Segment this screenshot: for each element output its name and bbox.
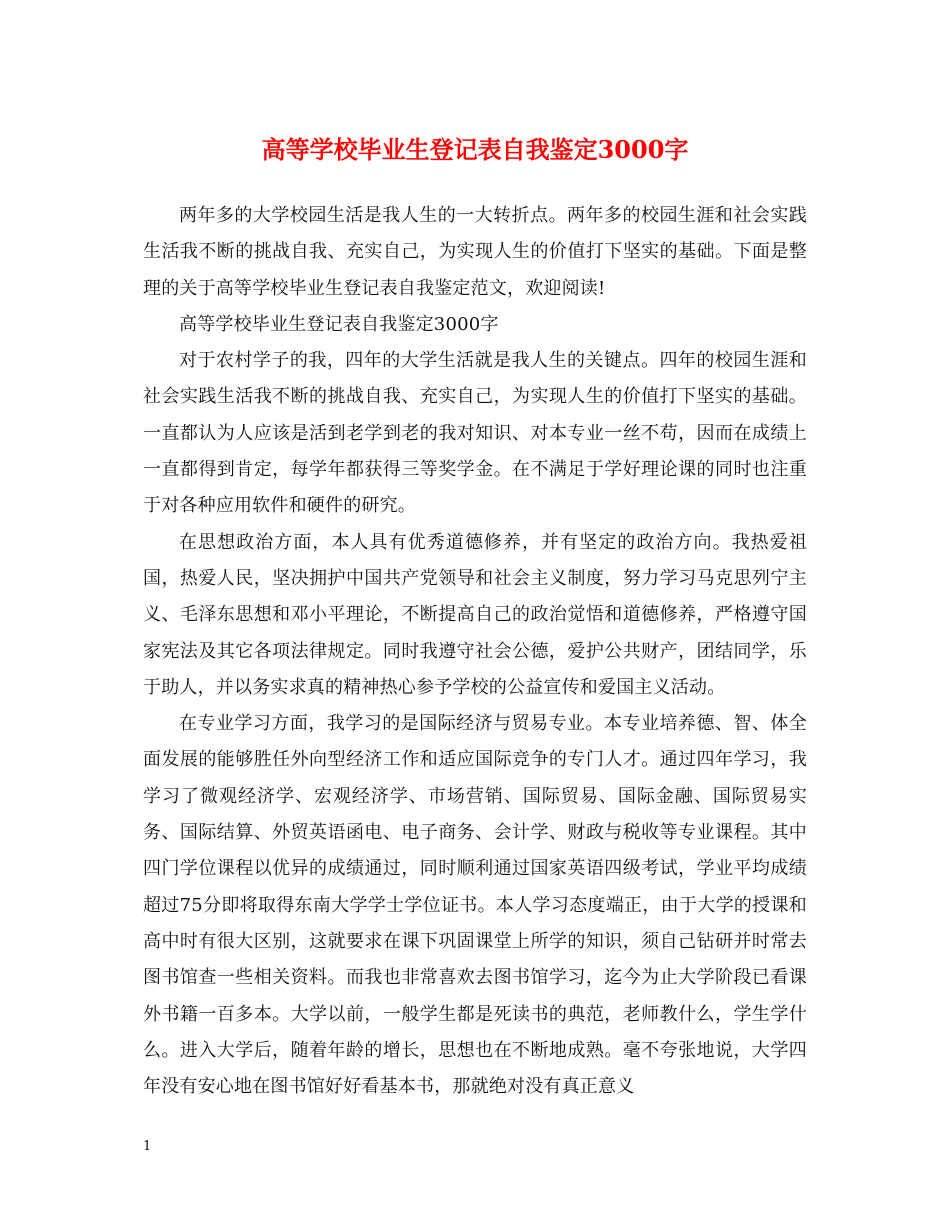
document-title: 高等学校毕业生登记表自我鉴定3000字	[261, 135, 689, 164]
paragraph-overview: 对于农村学子的我，四年的大学生活就是我人生的关键点。四年的校园生涯和社会实践生活我不断的挑战自我、充实自己，为实现人生的价值打下坚实的基础。一直都认为人应该是活到老学到老的我对知识、对本专业一丝不苟，因而在成绩上一直都得到肯定，每学年都获得三等奖学金。在不满足于学好理论课的同时也注重于对各种应用软件和硬件的研究。	[143, 350, 807, 517]
paragraph-politics: 在思想政治方面，本人具有优秀道德修养，并有坚定的政治方向。我热爱祖国，热爱人民，坚决拥护中国共产党领导和社会主义制度，努力学习马克思列宁主义、毛泽东思想和邓小平理论，不断提高自己的政治觉悟和道德修养，严格遵守国家宪法及其它各项法律规定。同时我遵守社会公德，爱护公共财产，团结同学，乐于助人，并以务实求真的精神热心参予学校的公益宣传和爱国主义活动。	[143, 531, 807, 698]
paragraph-intro: 两年多的大学校园生活是我人生的一大转折点。两年多的校园生涯和社会实践生活我不断的挑战自我、充实自己，为实现人生的价值打下坚实的基础。下面是整理的关于高等学校毕业生登记表自我鉴定范文，欢迎阅读!	[143, 205, 807, 299]
page-number: 1	[143, 1139, 152, 1154]
paragraph-subtitle: 高等学校毕业生登记表自我鉴定3000字	[179, 313, 499, 335]
document-body	[143, 198, 807, 1105]
paragraph-study: 在专业学习方面，我学习的是国际经济与贸易专业。本专业培养德、智、体全面发展的能够胜任外向型经济工作和适应国际竞争的专门人才。通过四年学习，我学习了微观经济学、宏观经济学、市场营销、国际贸易、国际金融、国际贸易实务、国际结算、外贸英语函电、电子商务、会计学、财政与税收等专业课程。其中四门学位课程以优异的成绩通过，同时顺利通过国家英语四级考试，学业平均成绩超过75分即将取得东南大学学士学位证书。本人学习态度端正，由于大学的授课和高中时有很大区别，这就要求在课下巩固课堂上所学的知识，须自己钻研并时常去图书馆查一些相关资料。而我也非常喜欢去图书馆学习，迄今为止大学阶段已看课外书籍一百多本。大学以前，一般学生都是死读书的典范，老师教什么，学生学什么。进入大学后，随着年龄的增长，思想也在不断地成熟。毫不夸张地说，大学四年没有安心地在图书馆好好看基本书，那就绝对没有真正意义	[143, 713, 807, 1098]
